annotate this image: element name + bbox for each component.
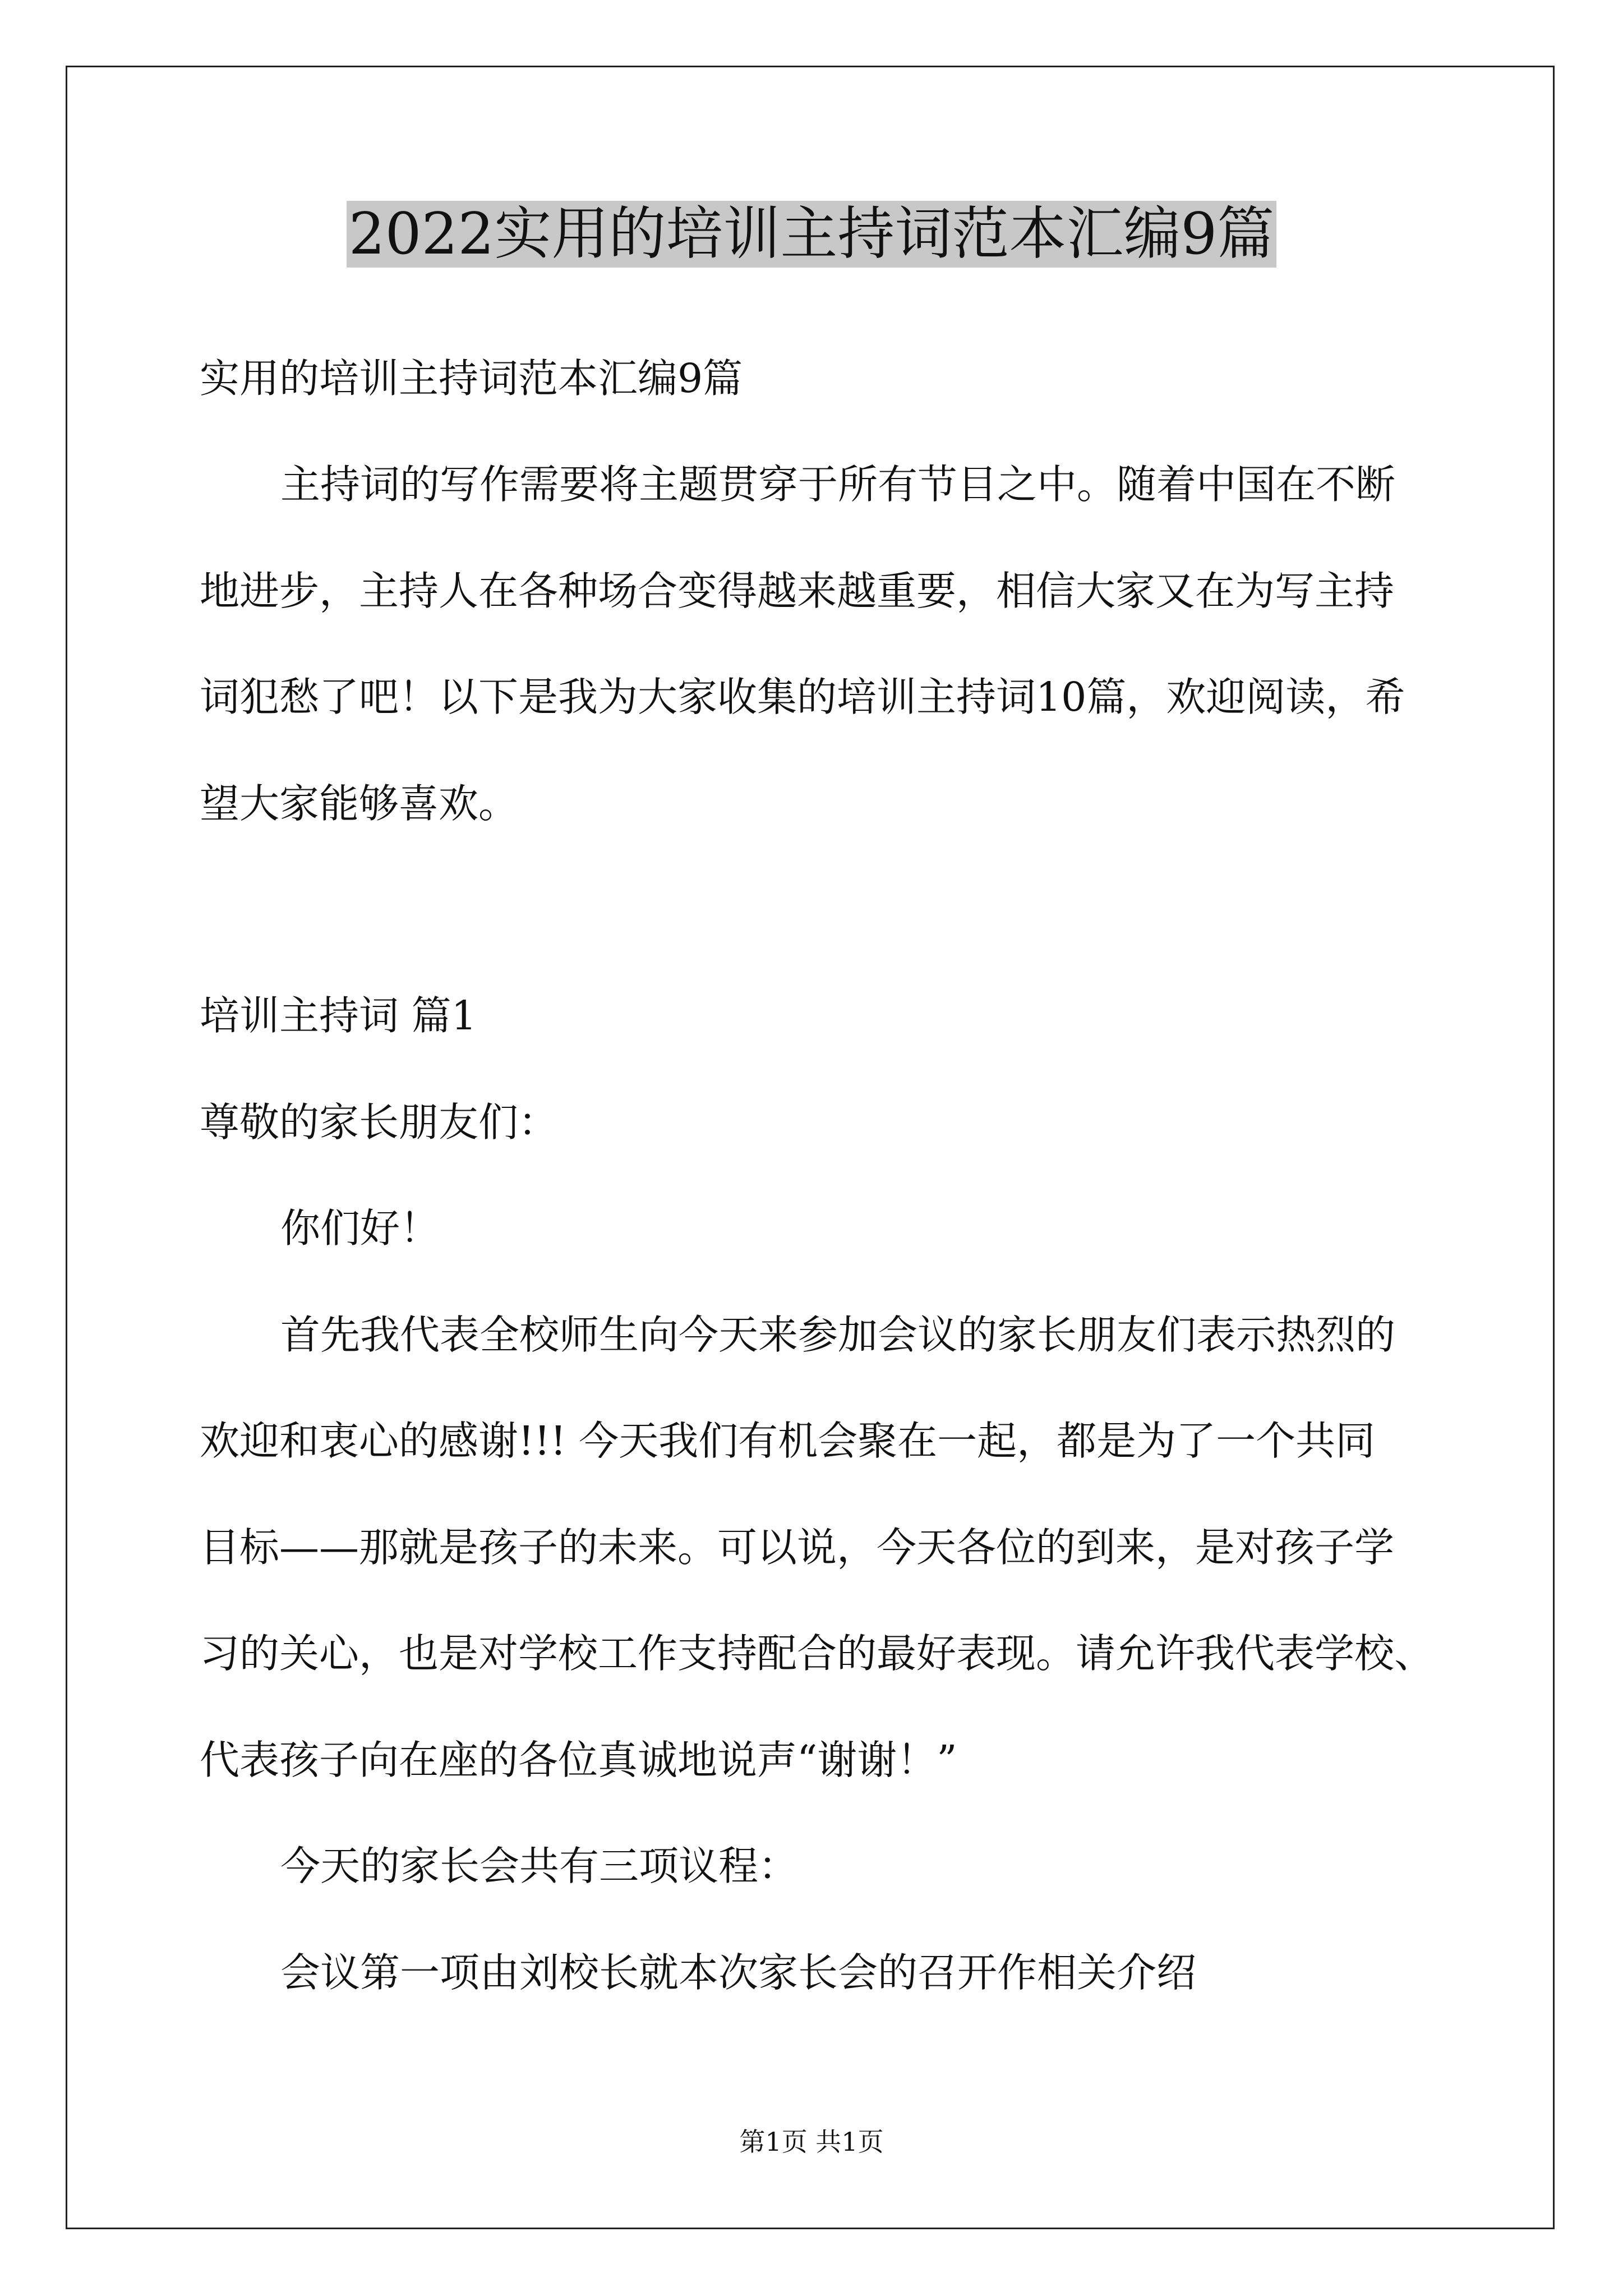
intro-line-2: 地进步，主持人在各种场合变得越来越重要，相信大家又在为写主持 bbox=[200, 568, 1395, 614]
document-subtitle: 实用的培训主持词范本汇编9篇 bbox=[200, 355, 743, 402]
intro-line-3: 词犯愁了吧！以下是我为大家收集的培训主持词10篇，欢迎阅读，希 bbox=[200, 674, 1405, 720]
greeting: 你们好！ bbox=[280, 1205, 440, 1251]
body-line-2: 欢迎和衷心的感谢!!! 今天我们有机会聚在一起，都是为了一个共同 bbox=[200, 1418, 1376, 1464]
section-heading: 培训主持词 篇1 bbox=[200, 992, 477, 1039]
page-footer: 第1页 共1页 bbox=[739, 2127, 884, 2157]
salutation: 尊敬的家长朋友们： bbox=[200, 1099, 559, 1145]
intro-line-1: 主持词的写作需要将主题贯穿于所有节目之中。随着中国在不断 bbox=[280, 461, 1396, 508]
intro-line-4: 望大家能够喜欢。 bbox=[200, 780, 519, 827]
document-title bbox=[0, 195, 1623, 274]
body-line-3: 目标——那就是孩子的未来。可以说，今天各位的到来，是对孩子学 bbox=[200, 1524, 1395, 1571]
body-line-1: 首先我代表全校师生向今天来参加会议的家长朋友们表示热烈的 bbox=[280, 1312, 1396, 1358]
body-line-4: 习的关心，也是对学校工作支持配合的最好表现。请允许我代表学校、 bbox=[200, 1630, 1435, 1677]
body-line-5: 代表孩子向在座的各位真诚地说声“谢谢！” bbox=[200, 1737, 957, 1783]
agenda-intro: 今天的家长会共有三项议程： bbox=[280, 1843, 799, 1889]
document-title-text: 2022实用的培训主持词范本汇编9篇 bbox=[347, 201, 1276, 268]
agenda-item-1: 会议第一项由刘校长就本次家长会的召开作相关介绍 bbox=[280, 1949, 1197, 1996]
